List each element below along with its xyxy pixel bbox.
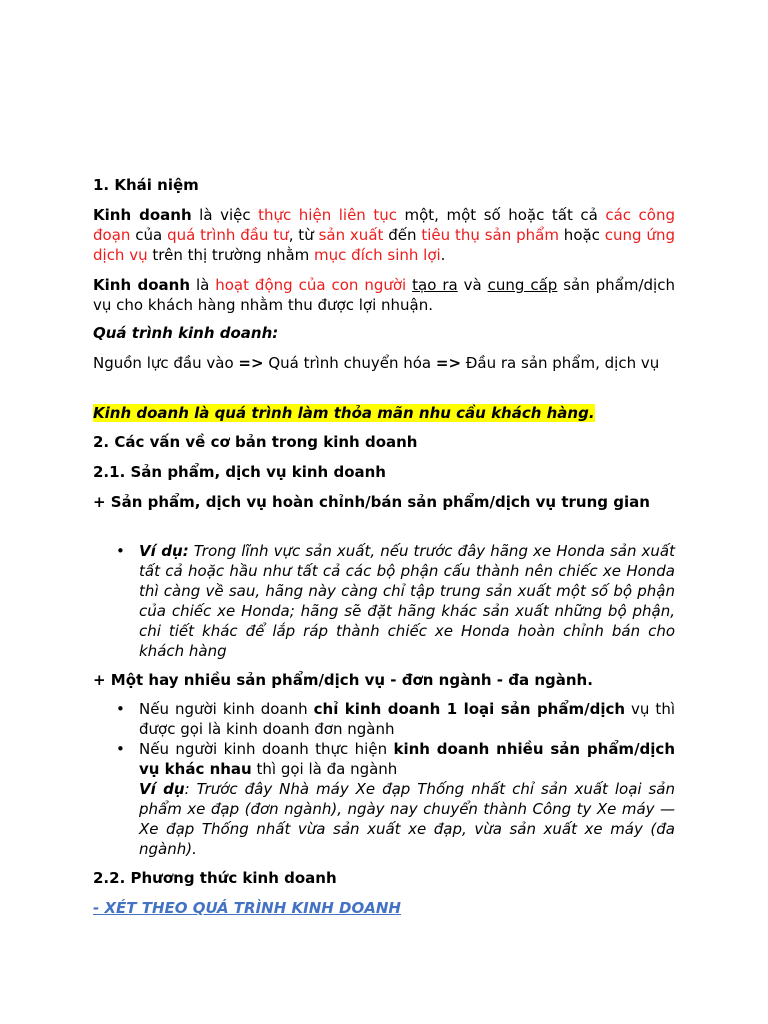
red-phrase: mục đích sinh lợi (314, 246, 441, 264)
text: là (190, 276, 216, 294)
bullet-icon: • (116, 542, 125, 560)
red-phrase: các công đoạn (93, 206, 675, 244)
subsection-2-2-heading: 2.2. Phương thức kinh doanh (93, 869, 337, 887)
text: Đầu ra sản phẩm, dịch vụ (461, 354, 660, 372)
example-label: Ví dụ: (139, 542, 189, 560)
arrow: => (435, 354, 462, 372)
example-1 (139, 541, 675, 661)
text: là việc (191, 206, 259, 224)
paragraph-definition-1 (93, 205, 675, 265)
text: một, một số hoặc tất cả (396, 206, 606, 224)
section2-heading: 2. Các vấn về cơ bản trong kinh doanh (93, 433, 418, 451)
red-phrase: sản xuất (318, 226, 384, 244)
term: Kinh doanh (93, 276, 191, 294)
section1-heading: 1. Khái niệm (93, 176, 199, 194)
arrow: => (238, 354, 264, 372)
example-text: Trong lĩnh vực sản xuất, nếu trước đây hãng xe Honda sản xuất tất cả hoặc hầu như tất cả các bộ phận cấu thành nên chiếc xe Honda thì càng về sau, hãng này càng chỉ tập trung sản xuất một số bộ phận của chiếc xe Honda; hãng sẽ đặt hãng khác sản xuất những bộ phận, chi tiết khác để lắp ráp thành chiếc xe Honda hoàn chỉnh bán cho khách hàng (139, 542, 676, 660)
example-2 (139, 779, 675, 859)
highlighted-statement: Kinh doanh là quá trình làm thỏa mãn nhu cầu khách hàng. (93, 404, 595, 422)
text: Nguồn lực đầu vào (93, 354, 239, 372)
subsection-2-1-heading: 2.1. Sản phẩm, dịch vụ kinh doanh (93, 463, 386, 481)
text: hoặc (558, 226, 605, 244)
bold-phrase: chỉ kinh doanh 1 loại sản phẩm/dịch (313, 700, 626, 718)
text: và (457, 276, 488, 294)
point-2: + Một hay nhiều sản phẩm/dịch vụ - đơn ngành - đa ngành. (93, 671, 593, 689)
bullet-icon: • (116, 740, 125, 758)
example-text: : Trước đây Nhà máy Xe đạp Thống nhất chỉ sản xuất loại sản phẩm xe đạp (đơn ngành), ngày nay chuyển thành Công ty Xe máy — Xe đạp Thống nhất vừa sản xuất xe đạp, vừa sản xuất xe máy (đa ngành). (139, 780, 676, 858)
process-heading: Quá trình kinh doanh: (93, 324, 279, 342)
bullet-multi-industry (139, 739, 675, 779)
point-1: + Sản phẩm, dịch vụ hoàn chỉnh/bán sản phẩm/dịch vụ trung gian (93, 493, 650, 511)
example-label: Ví dụ (139, 780, 185, 798)
text: , từ (288, 226, 319, 244)
underlined-phrase: cung cấp (487, 276, 558, 294)
term: Kinh doanh (93, 206, 192, 224)
text: Nếu người kinh doanh thực hiện (139, 740, 394, 758)
text: đến (383, 226, 422, 244)
process-flow (93, 353, 675, 373)
red-phrase: cung ứng dịch vụ (93, 226, 675, 264)
red-phrase: tiêu thụ sản phẩm (421, 226, 559, 244)
text: thì gọi là đa ngành (251, 760, 398, 778)
highlight-line (93, 403, 675, 423)
paragraph-definition-2 (93, 275, 675, 315)
bold-phrase: kinh doanh nhiều sản phẩm/dịch vụ khác nhau (139, 740, 675, 778)
link-line (93, 898, 675, 918)
text: vụ thì được gọi là kinh doanh đơn ngành (139, 700, 675, 738)
text: Quá trình chuyển hóa (263, 354, 436, 372)
text: . (440, 246, 446, 264)
bullet-single-industry (139, 699, 675, 739)
red-phrase: thực hiện liên tục (258, 206, 397, 224)
text: của (130, 226, 168, 244)
text: Nếu người kinh doanh (139, 700, 314, 718)
underlined-phrase: tạo ra (412, 276, 458, 294)
process-link[interactable]: - XÉT THEO QUÁ TRÌNH KINH DOANH (93, 899, 401, 917)
text: sản phẩm/dịch vụ cho khách hàng nhằm thu được lợi nhuận. (93, 276, 675, 314)
text: trên thị trường nhằm (147, 246, 315, 264)
red-phrase: quá trình đầu tư (167, 226, 289, 244)
bullet-icon: • (116, 700, 125, 718)
red-phrase: hoạt động của con người (215, 276, 407, 294)
